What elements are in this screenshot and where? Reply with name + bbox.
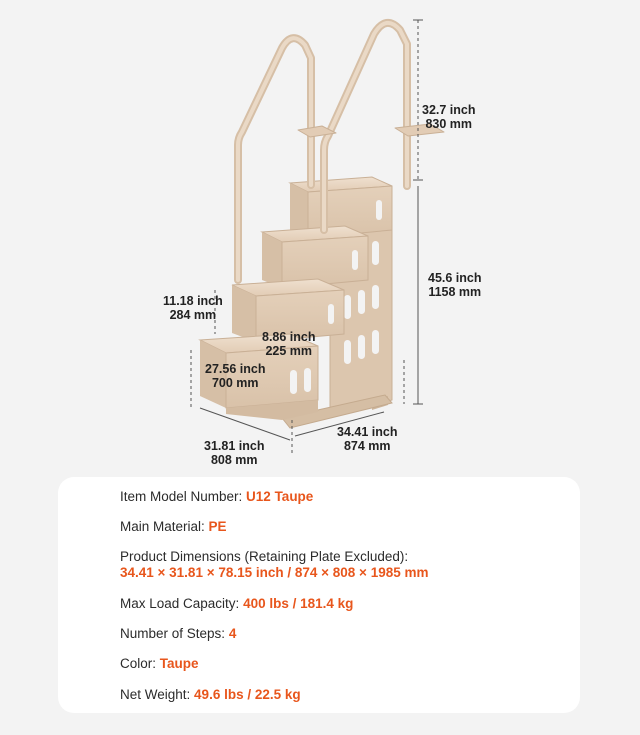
spec-label: Main Material:	[120, 519, 209, 534]
spec-model-number	[120, 489, 313, 505]
handrail-height-inch: 32.7 inch	[422, 103, 476, 117]
spec-value: Taupe	[159, 656, 199, 671]
base-width-callout	[204, 439, 264, 467]
step-rise-mm: 284 mm	[169, 308, 217, 322]
step-depth-callout	[262, 330, 316, 358]
handrail-height-mm: 830 mm	[425, 117, 473, 131]
base-depth-mm: 874 mm	[343, 439, 391, 453]
step-depth-mm: 225 mm	[265, 344, 313, 358]
spec-label: Number of Steps:	[120, 626, 229, 641]
spec-material	[120, 519, 227, 535]
spec-label: Max Load Capacity:	[120, 596, 244, 611]
spec-value: 34.41 × 31.81 × 78.15 inch / 874 × 808 × 1985 mm	[120, 565, 429, 580]
spec-value: PE	[208, 519, 227, 534]
base-width-mm: 808 mm	[210, 453, 258, 467]
stair-height-mm: 1158 mm	[428, 285, 482, 299]
spec-value: U12 Taupe	[246, 489, 314, 504]
base-depth-inch: 34.41 inch	[337, 425, 398, 439]
step-rise-callout	[163, 294, 223, 322]
step-3	[262, 226, 368, 288]
step-depth-inch: 8.86 inch	[262, 330, 316, 344]
stair-height-inch: 45.6 inch	[428, 271, 482, 285]
spec-max-load	[120, 596, 353, 612]
spec-label: Product Dimensions (Retaining Plate Excluded):	[120, 549, 409, 564]
spec-value: 400 lbs / 181.4 kg	[243, 596, 354, 611]
spec-value: 49.6 lbs / 22.5 kg	[194, 687, 301, 702]
spec-value: 4	[228, 626, 237, 641]
spec-color	[120, 656, 199, 672]
spec-label: Item Model Number:	[120, 489, 247, 504]
spec-steps	[120, 626, 236, 642]
spec-net-weight	[120, 687, 301, 703]
spec-label: Color:	[120, 656, 160, 671]
handrail-height-callout	[422, 103, 476, 131]
base-width-inch: 31.81 inch	[204, 439, 265, 453]
stair-height-callout	[428, 271, 482, 299]
step-rise-inch: 11.18 inch	[163, 294, 223, 308]
spec-dimensions	[120, 549, 428, 581]
step-width-mm: 700 mm	[211, 376, 259, 390]
base-depth-callout	[337, 425, 397, 453]
spec-label: Net Weight:	[120, 687, 195, 702]
step-width-callout	[205, 362, 265, 390]
spec-card	[58, 477, 580, 713]
step-width-inch: 27.56 inch	[205, 362, 266, 376]
